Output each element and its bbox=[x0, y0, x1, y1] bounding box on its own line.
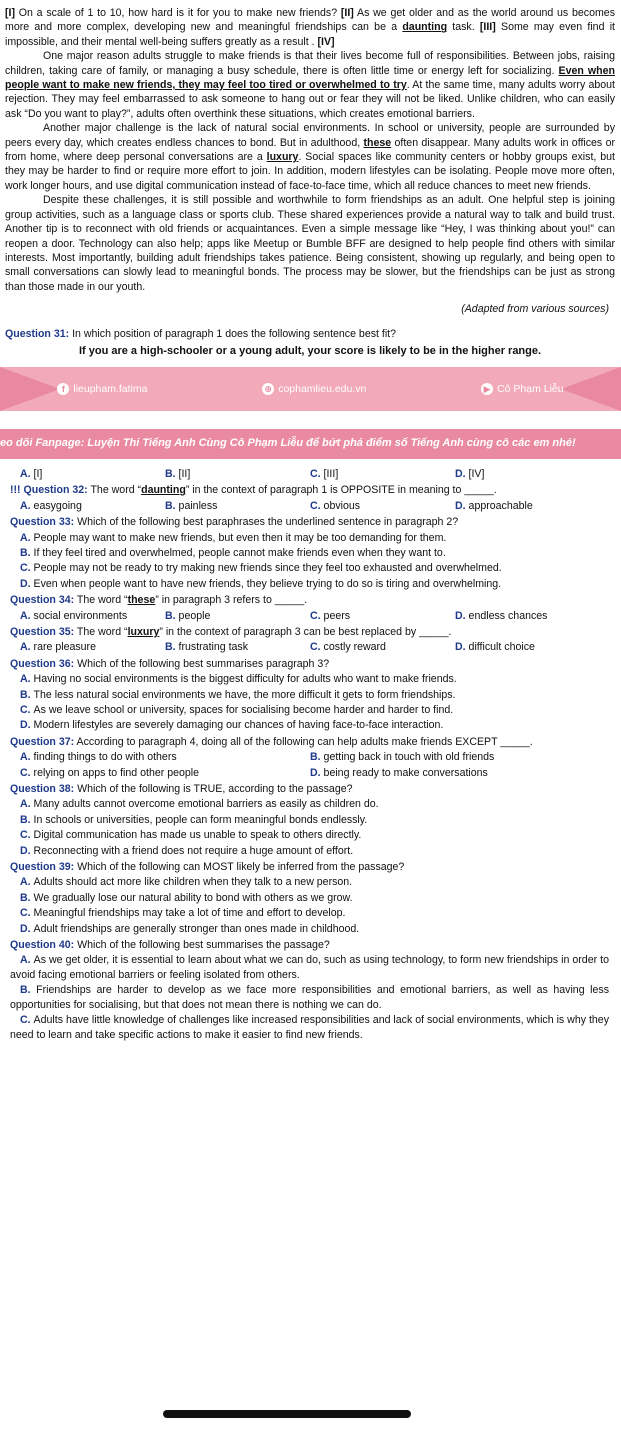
option-text: obvious bbox=[323, 499, 361, 512]
option-text: social environments bbox=[33, 609, 128, 622]
option-letter: C. bbox=[310, 641, 324, 654]
option-text: Modern lifestyles are severely damaging our chances of having face-to-face interaction. bbox=[33, 719, 444, 732]
option-letter: A. bbox=[20, 954, 34, 967]
option-b[interactable] bbox=[10, 813, 609, 827]
option-b[interactable] bbox=[310, 750, 494, 764]
option-text: We gradually lose our natural ability to bond with others as we grow. bbox=[33, 891, 353, 904]
option-text: getting back in touch with old friends bbox=[323, 751, 495, 764]
option-letter: A. bbox=[20, 751, 34, 764]
question-31 bbox=[5, 327, 615, 341]
globe-icon: ⊕ bbox=[262, 383, 274, 395]
option-letter: B. bbox=[20, 891, 34, 904]
banner-gap bbox=[5, 411, 615, 429]
option-text: As we leave school or university, spaces for socialising become harder and harder to find. bbox=[33, 703, 454, 716]
option-letter: C. bbox=[310, 467, 324, 480]
option-c[interactable] bbox=[10, 828, 609, 842]
option-letter: C. bbox=[20, 766, 34, 779]
option-text: finding things to do with others bbox=[33, 751, 177, 764]
option-d[interactable] bbox=[310, 766, 488, 780]
option-letter: C. bbox=[20, 829, 34, 842]
option-text: peers bbox=[323, 609, 351, 622]
option-text: [I] bbox=[33, 467, 43, 480]
option-c[interactable] bbox=[310, 640, 455, 654]
option-b[interactable] bbox=[165, 467, 310, 481]
option-c[interactable] bbox=[310, 467, 455, 481]
paragraph-3: Another major challenge is the lack of natural social environments. In school or university, people are surrounded by peers every day, which creates endless chances to bond. But in adulthood, these often disappear. Many adults work in offices or from home, where deep personal conversations are a luxury. Social spaces like community centers or hobby groups exist, but they may be harder to find or require more effort to join. In addition, modern lifestyles can be isolating. People move more often, work longer hours, and use digital communication instead of face-to-face time, which all reduce chances to meet new friends. bbox=[5, 122, 615, 192]
option-text: frustrating task bbox=[178, 641, 249, 654]
question-35: Question 35: The word “luxury” in the context of paragraph 3 can be best replaced by _____. bbox=[10, 625, 452, 638]
option-text: Friendships are harder to develop as we face more responsibilities and emotional barriers, as well as having less opportunities for socialising, but that does not mean there is nothing we can do. bbox=[10, 984, 609, 1011]
option-text: Meaningful friendships may take a lot of time and effort to develop. bbox=[33, 907, 346, 920]
option-letter: D. bbox=[455, 499, 469, 512]
option-d[interactable] bbox=[455, 609, 547, 623]
youtube-icon: ▶ bbox=[481, 383, 493, 395]
option-letter: A. bbox=[20, 609, 34, 622]
option-text: [III] bbox=[323, 467, 339, 480]
option-letter: B. bbox=[165, 467, 179, 480]
option-text: difficult choice bbox=[468, 641, 535, 654]
option-letter: D. bbox=[20, 577, 34, 590]
option-text: endless chances bbox=[468, 609, 548, 622]
banner-item-facebook[interactable]: f lieupham.fatima bbox=[57, 382, 147, 396]
watermark-banner bbox=[0, 367, 621, 411]
question-37: Question 37: According to paragraph 4, doing all of the following can help adults make friends EXCEPT _____. bbox=[10, 735, 533, 748]
option-d[interactable] bbox=[10, 922, 609, 936]
option-text: people bbox=[178, 609, 211, 622]
option-a[interactable] bbox=[10, 797, 609, 811]
option-a[interactable] bbox=[20, 499, 165, 513]
option-letter: A. bbox=[20, 531, 34, 544]
option-letter: D. bbox=[20, 719, 34, 732]
option-text: As we get older, it is essential to learn about what we can do, such as using technology, to form new friendships in order to avoid facing emotional barriers or feeling isolated from others. bbox=[10, 954, 609, 981]
option-letter: D. bbox=[455, 641, 469, 654]
question-39: Question 39: Which of the following can MOST likely be inferred from the passage? bbox=[10, 861, 405, 874]
question-text: In which position of paragraph 1 does the following sentence best fit? bbox=[69, 327, 397, 340]
facebook-icon: f bbox=[57, 383, 69, 395]
banner-left-arrow bbox=[0, 367, 60, 411]
option-d[interactable] bbox=[10, 718, 609, 732]
option-letter: A. bbox=[20, 641, 34, 654]
option-letter: C. bbox=[20, 907, 34, 920]
option-text: Many adults cannot overcome emotional barriers as easily as children do. bbox=[33, 798, 379, 811]
paragraph-2: One major reason adults struggle to make friends is that their lives become full of responsibilities. Between jobs, raising children, taking care of family, or managing a busy schedule, there is often little time or energy left for socializing. Even when people want to make new friends, they may feel too tired or overwhelmed to try. At the same time, many adults worry about rejection. They may feel embarrassed to ask someone to hang out or fear they will not be liked. Unlike children, who can easily ask “Do you want to play?”, adults often overthink these situations, which creates emotional barriers. bbox=[5, 50, 615, 120]
source-note: (Adapted from various sources) bbox=[461, 303, 609, 316]
option-text: The less natural social environments we have, the more difficult it gets to form friendships. bbox=[33, 688, 456, 701]
option-d[interactable] bbox=[455, 467, 484, 481]
option-b[interactable] bbox=[165, 499, 310, 513]
option-text: Having no social environments is the biggest difficulty for adults who want to make friends. bbox=[33, 673, 457, 686]
option-b[interactable] bbox=[10, 688, 609, 702]
option-b[interactable] bbox=[10, 546, 609, 560]
option-c[interactable] bbox=[10, 703, 609, 717]
option-letter: A. bbox=[20, 467, 34, 480]
option-d[interactable] bbox=[455, 499, 533, 513]
option-text: People may not be ready to try making new friends since they feel too exhausted and overwhelmed. bbox=[33, 562, 502, 575]
question-32: !!! Question 32: The word “daunting” in the context of paragraph 1 is OPPOSITE in meaning to _____. bbox=[10, 484, 497, 497]
q37-options-row1 bbox=[10, 750, 609, 764]
scrollbar-handle[interactable] bbox=[163, 1410, 411, 1418]
option-c[interactable] bbox=[10, 1013, 609, 1042]
option-c[interactable] bbox=[310, 609, 455, 623]
option-letter: D. bbox=[455, 609, 469, 622]
option-b[interactable] bbox=[165, 609, 310, 623]
option-text: approachable bbox=[468, 499, 533, 512]
paragraph-4: Despite these challenges, it is still possible and worthwhile to form friendships as an adult. One helpful step is joining group activities, such as a language class or sports club. These shared experiences provide a natural way to talk and build trust. Another tip is to reconnect with old friends or acquaintances. Even a simple message like “Hey, I was thinking about you!” can reopen a door. Technology can also help; apps like Meetup or Bumble BFF are designed to help people find others with similar interests. Most importantly, building adult friendships takes patience. Being consistent, showing up regularly, and being open to small conversations can slowly lead to meaningful bonds. The process may be slower, but the friendships can be just as strong than those made in our youth. bbox=[5, 194, 615, 293]
option-c[interactable] bbox=[20, 766, 310, 780]
question-38: Question 38: Which of the following is TRUE, according to the passage? bbox=[10, 783, 353, 796]
option-c[interactable] bbox=[10, 906, 609, 920]
option-a[interactable] bbox=[10, 672, 609, 686]
option-letter: B. bbox=[20, 688, 34, 701]
option-a[interactable] bbox=[20, 609, 165, 623]
question-label: Question 31: bbox=[5, 327, 70, 340]
option-letter: A. bbox=[20, 499, 34, 512]
option-a[interactable] bbox=[20, 467, 165, 481]
q31-options bbox=[10, 467, 609, 481]
question-36: Question 36: Which of the following best summarises paragraph 3? bbox=[10, 657, 330, 670]
question-31-sentence: If you are a high-schooler or a young adult, your score is likely to be in the higher range. bbox=[78, 344, 542, 357]
option-a[interactable] bbox=[10, 953, 609, 982]
question-34: Question 34: The word “these” in paragraph 3 refers to _____. bbox=[10, 594, 308, 607]
option-text: In schools or universities, people can form meaningful bonds endlessly. bbox=[33, 813, 368, 826]
option-text: relying on apps to find other people bbox=[33, 766, 200, 779]
option-letter: C. bbox=[20, 703, 34, 716]
option-text: People may want to make new friends, but even then it may be too demanding for them. bbox=[33, 531, 447, 544]
option-text: painless bbox=[178, 499, 218, 512]
option-text: rare pleasure bbox=[33, 641, 96, 654]
option-text: Adults should act more like children when they talk to a new person. bbox=[33, 876, 353, 889]
option-text: [IV] bbox=[468, 467, 485, 480]
option-text: [II] bbox=[178, 467, 191, 480]
option-letter: C. bbox=[310, 609, 324, 622]
option-c[interactable] bbox=[310, 499, 455, 513]
option-text: Adults have little knowledge of challenges like increased responsibilities and lack of social environments, which is why they need to learn and take specific actions to make it easier to find new friends. bbox=[10, 1014, 609, 1041]
option-letter: C. bbox=[310, 499, 324, 512]
banner-item-website[interactable]: ⊕ cophamlieu.edu.vn bbox=[262, 382, 366, 396]
question-40: Question 40: Which of the following best summarises the passage? bbox=[10, 939, 330, 952]
option-letter: B. bbox=[20, 813, 34, 826]
option-letter: B. bbox=[165, 641, 179, 654]
banner-item-youtube[interactable]: ▶ Cô Phạm Liễu bbox=[481, 382, 564, 396]
option-d[interactable] bbox=[455, 640, 535, 654]
option-a[interactable] bbox=[10, 531, 609, 545]
option-a[interactable] bbox=[20, 750, 310, 764]
q37-options-row2 bbox=[10, 766, 609, 780]
option-letter: B. bbox=[165, 499, 179, 512]
option-letter: B. bbox=[20, 546, 34, 559]
option-letter: D. bbox=[20, 922, 34, 935]
banner-right-arrow bbox=[561, 367, 621, 411]
question-33: Question 33: Which of the following best paraphrases the underlined sentence in paragraph 2? bbox=[10, 516, 459, 529]
option-text: Even when people want to have new friends, they believe trying to do so is tiring and overwhelming. bbox=[33, 577, 502, 590]
option-letter: A. bbox=[20, 876, 34, 889]
option-b[interactable] bbox=[165, 640, 310, 654]
option-a[interactable] bbox=[10, 875, 609, 889]
fanpage-bar[interactable]: eo dõi Fanpage: Luyện Thi Tiếng Anh Cùng Cô Phạm Liễu để bứt phá điểm số Tiếng Anh cùng cô các em nhé! bbox=[0, 429, 621, 459]
q34-options bbox=[10, 609, 609, 623]
option-c[interactable] bbox=[10, 561, 609, 575]
option-text: being ready to make conversations bbox=[323, 766, 488, 779]
option-text: costly reward bbox=[323, 641, 386, 654]
questions-section bbox=[5, 467, 615, 1042]
option-letter: A. bbox=[20, 673, 34, 686]
option-letter: B. bbox=[20, 984, 37, 997]
option-letter: D. bbox=[455, 467, 469, 480]
option-letter: D. bbox=[310, 766, 324, 779]
option-text: Reconnecting with a friend does not require a huge amount of effort. bbox=[33, 844, 354, 857]
option-letter: A. bbox=[20, 798, 34, 811]
option-letter: B. bbox=[310, 751, 324, 764]
option-text: Adult friendships are generally stronger than ones made in childhood. bbox=[33, 922, 360, 935]
option-b[interactable] bbox=[10, 891, 609, 905]
option-text: If they feel tired and overwhelmed, people cannot make friends even when they want to. bbox=[33, 546, 446, 559]
option-d[interactable] bbox=[10, 577, 609, 591]
option-letter: C. bbox=[20, 1014, 34, 1027]
option-text: easygoing bbox=[33, 499, 82, 512]
q35-options bbox=[10, 640, 609, 654]
q32-options bbox=[10, 499, 609, 513]
option-letter: D. bbox=[20, 844, 34, 857]
option-b[interactable] bbox=[10, 983, 609, 1012]
option-a[interactable] bbox=[20, 640, 165, 654]
paragraph-1: [I] On a scale of 1 to 10, how hard is it for you to make new friends? [II] As we get older and as the world around us becomes more and more complex, developing new and meaningful friendships can be a daunting task. [III] Some may even find it impossible, and their mental well-being suffers greatly as a result . [IV] bbox=[5, 7, 615, 48]
option-letter: C. bbox=[20, 562, 34, 575]
option-text: Digital communication has made us unable to speak to others directly. bbox=[33, 829, 362, 842]
option-letter: B. bbox=[165, 609, 179, 622]
option-d[interactable] bbox=[10, 844, 609, 858]
